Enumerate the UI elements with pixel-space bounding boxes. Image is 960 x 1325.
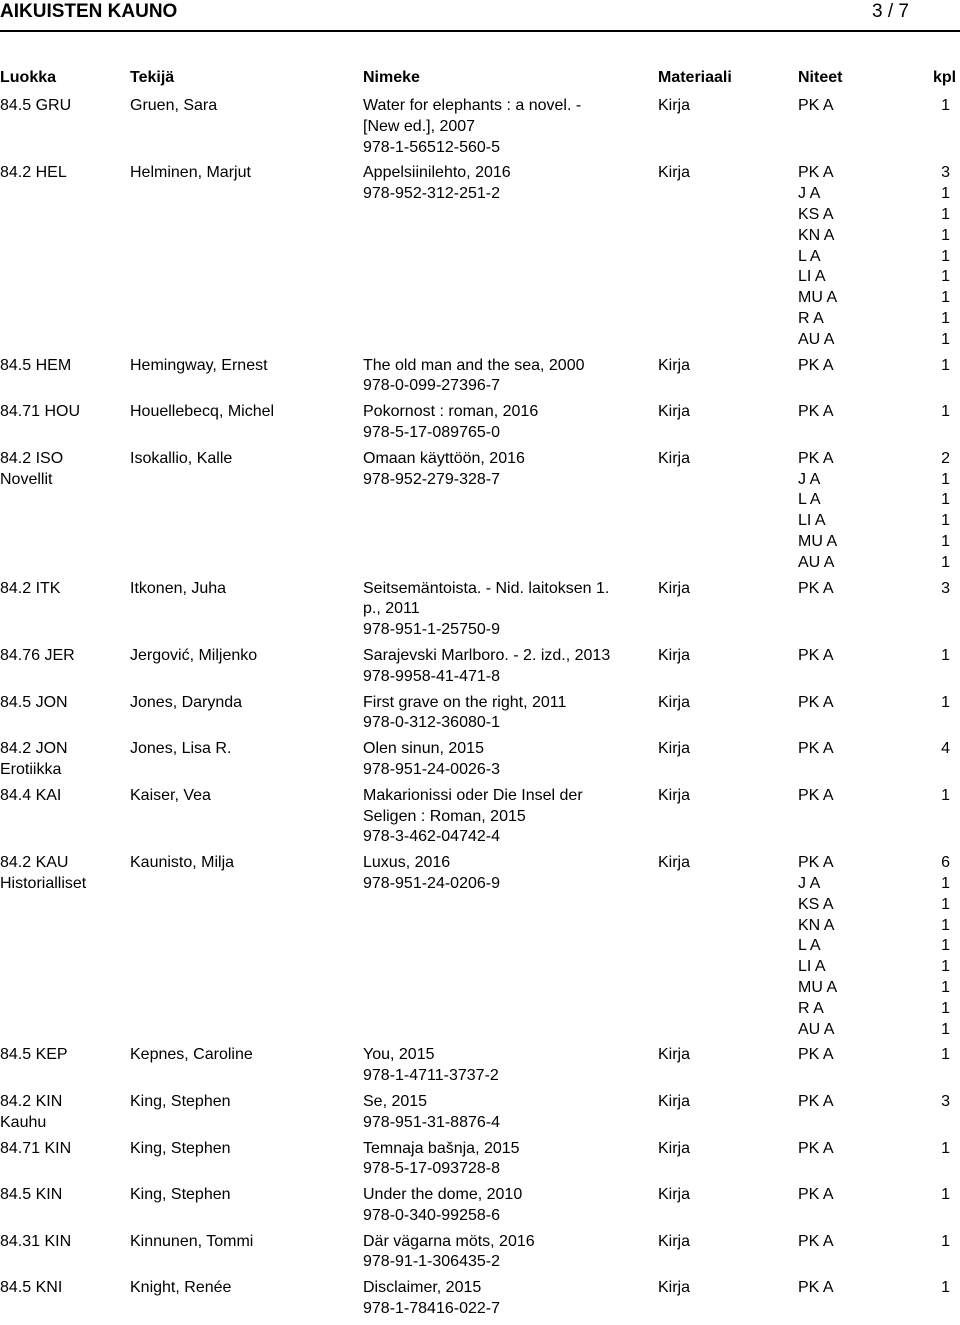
holding-count: 2	[941, 449, 950, 467]
isbn: 978-951-31-8876-4	[363, 1113, 500, 1131]
holding-location: R A	[798, 309, 824, 327]
entry-material: Kirja	[658, 403, 691, 421]
holding-count: 1	[941, 693, 950, 711]
holding-row	[798, 1278, 960, 1299]
holding-row	[798, 739, 960, 760]
holding-location: J A	[798, 874, 821, 892]
holding-count: 1	[941, 309, 950, 327]
holding-count: 1	[941, 958, 950, 976]
entry-class	[0, 356, 125, 377]
class-code: 84.4 KAI	[0, 786, 62, 804]
holding-location: L A	[798, 247, 821, 265]
entry-holdings	[798, 739, 960, 760]
holding-row	[798, 96, 960, 117]
holding-location: PK A	[798, 97, 834, 114]
isbn: 978-91-1-306435-2	[363, 1253, 500, 1271]
holding-location: PK A	[798, 403, 834, 421]
holding-row	[798, 936, 960, 957]
holding-count: 1	[941, 874, 950, 892]
entry-title	[363, 579, 623, 641]
entry-title	[363, 402, 623, 444]
holding-location: AU A	[798, 1020, 835, 1038]
holding-location: PK A	[798, 1279, 834, 1297]
holding-location: PK A	[798, 740, 834, 758]
entry-class	[0, 96, 125, 117]
class-code: 84.76 JER	[0, 646, 75, 664]
entry-material: Kirja	[658, 579, 691, 597]
class-code: 84.5 KEP	[0, 1046, 68, 1064]
entry-author: Jergović, Miljenko	[130, 646, 258, 664]
holding-location: AU A	[798, 553, 835, 571]
title-line: Där vägarna möts, 2016	[363, 1232, 535, 1250]
holding-row	[798, 184, 960, 205]
holding-location: PK A	[798, 1186, 834, 1204]
catalog-entry	[0, 646, 960, 688]
entry-title	[363, 163, 623, 205]
catalog-entry	[0, 356, 960, 398]
entry-material: Kirja	[658, 740, 691, 758]
entry-class	[0, 739, 125, 781]
catalog-entry	[0, 1185, 960, 1227]
entry-title	[363, 1045, 623, 1087]
holding-location: PK A	[798, 854, 834, 872]
class-code: 84.5 JON	[0, 693, 68, 711]
column-headers	[0, 68, 960, 89]
class-code: 84.5 KIN	[0, 1186, 63, 1204]
holding-count: 1	[941, 356, 950, 374]
title-line: Seligen : Roman, 2015	[363, 807, 526, 825]
entry-author: Jones, Lisa R.	[130, 740, 232, 758]
holding-count: 1	[941, 532, 950, 550]
column-header-material: Materiaali	[658, 69, 732, 86]
class-code: 84.5 GRU	[0, 97, 72, 114]
title-line: Seitsemäntoista. - Nid. laitoksen 1.	[363, 579, 610, 597]
holding-row	[798, 579, 960, 600]
entry-title	[363, 449, 623, 491]
holding-count: 1	[941, 403, 950, 421]
entry-material: Kirja	[658, 1046, 691, 1064]
holding-count: 4	[941, 740, 950, 758]
holding-location: PK A	[798, 1232, 834, 1250]
holding-row	[798, 247, 960, 268]
holding-location: PK A	[798, 1092, 834, 1110]
class-code: 84.5 KNI	[0, 1279, 63, 1297]
entry-author: King, Stephen	[130, 1092, 231, 1110]
title-line: You, 2015	[363, 1046, 435, 1064]
holding-row	[798, 1185, 960, 1206]
holding-count: 1	[941, 226, 950, 244]
title-line: The old man and the sea, 2000	[363, 356, 585, 374]
entry-material: Kirja	[658, 449, 691, 467]
title-line: Luxus, 2016	[363, 854, 451, 872]
isbn: 978-1-4711-3737-2	[363, 1067, 499, 1085]
entry-class	[0, 853, 125, 895]
holding-location: PK A	[798, 356, 834, 374]
holding-count: 1	[941, 205, 950, 223]
entry-class	[0, 786, 125, 807]
class-code: 84.2 ITK	[0, 579, 61, 597]
holding-count: 1	[941, 470, 950, 488]
entry-author: Kaiser, Vea	[130, 786, 211, 804]
holding-location: PK A	[798, 693, 834, 711]
title-line: Pokornost : roman, 2016	[363, 403, 539, 421]
title-line: Temnaja bašnja, 2015	[363, 1139, 520, 1157]
title-line: Water for elephants : a novel. -	[363, 97, 582, 114]
holding-row	[798, 916, 960, 937]
catalog-entry	[0, 163, 960, 350]
title-line: p., 2011	[363, 600, 420, 618]
holding-row	[798, 205, 960, 226]
genre-label: Erotiikka	[0, 760, 62, 778]
holding-location: R A	[798, 999, 824, 1017]
entry-holdings	[798, 1092, 960, 1113]
holding-row	[798, 786, 960, 807]
entry-class	[0, 693, 125, 714]
entry-title	[363, 96, 623, 158]
holding-count: 1	[941, 512, 950, 530]
holding-count: 6	[941, 854, 950, 872]
holding-location: PK A	[798, 1046, 834, 1064]
holding-count: 1	[941, 895, 950, 913]
entry-holdings	[798, 356, 960, 377]
holding-row	[798, 693, 960, 714]
holding-row	[798, 1232, 960, 1253]
holding-count: 1	[941, 999, 950, 1017]
holding-count: 1	[941, 553, 950, 571]
column-header-author: Tekijä	[130, 69, 175, 86]
entry-title	[363, 1092, 623, 1134]
genre-label: Historialliset	[0, 874, 87, 892]
holding-row	[798, 1020, 960, 1041]
entry-holdings	[798, 1278, 960, 1299]
entry-holdings	[798, 1232, 960, 1253]
holding-location: PK A	[798, 164, 834, 182]
isbn: 978-9958-41-471-8	[363, 667, 500, 685]
class-code: 84.2 HEL	[0, 164, 67, 182]
entry-title	[363, 739, 623, 781]
catalog-entry	[0, 693, 960, 735]
holding-location: LI A	[798, 512, 826, 530]
entry-material: Kirja	[658, 1092, 691, 1110]
catalog-entry	[0, 1232, 960, 1274]
header-divider	[0, 30, 960, 32]
holding-row	[798, 163, 960, 184]
isbn: 978-952-312-251-2	[363, 185, 500, 203]
holding-row	[798, 356, 960, 377]
entry-class	[0, 1092, 125, 1134]
holding-row	[798, 309, 960, 330]
isbn: 978-0-340-99258-6	[363, 1206, 500, 1224]
isbn: 978-5-17-093728-8	[363, 1160, 500, 1178]
entry-title	[363, 356, 623, 398]
isbn: 978-5-17-089765-0	[363, 423, 500, 441]
catalog-entry	[0, 96, 960, 158]
entry-material: Kirja	[658, 854, 691, 872]
title-line: Olen sinun, 2015	[363, 740, 484, 758]
entry-class	[0, 163, 125, 184]
holding-row	[798, 1045, 960, 1066]
entry-title	[363, 1278, 623, 1320]
entry-author: Itkonen, Juha	[130, 579, 227, 597]
holding-row	[798, 978, 960, 999]
entry-material: Kirja	[658, 786, 691, 804]
isbn: 978-0-312-36080-1	[363, 714, 500, 732]
holding-location: L A	[798, 937, 821, 955]
entry-holdings	[798, 1139, 960, 1160]
holding-location: KS A	[798, 205, 834, 223]
holding-row	[798, 330, 960, 351]
catalog-entry	[0, 739, 960, 781]
entry-title	[363, 646, 623, 688]
holding-location: KN A	[798, 916, 835, 934]
holding-location: J A	[798, 470, 821, 488]
entry-author: Kinnunen, Tommi	[130, 1232, 254, 1250]
isbn: 978-952-279-328-7	[363, 470, 500, 488]
holding-count: 1	[941, 1232, 950, 1250]
holding-location: AU A	[798, 330, 835, 348]
title-line: Se, 2015	[363, 1092, 428, 1110]
holding-location: LI A	[798, 958, 826, 976]
entry-material: Kirja	[658, 646, 691, 664]
entry-author: Kepnes, Caroline	[130, 1046, 253, 1064]
holding-count: 1	[941, 1139, 950, 1157]
entry-author: Helminen, Marjut	[130, 164, 251, 182]
isbn: 978-951-1-25750-9	[363, 621, 500, 639]
holding-location: J A	[798, 185, 821, 203]
class-code: 84.2 ISO	[0, 449, 64, 467]
isbn: 978-3-462-04742-4	[363, 828, 500, 846]
holding-count: 1	[941, 786, 950, 804]
entry-author: Jones, Darynda	[130, 693, 243, 711]
holding-count: 1	[941, 491, 950, 509]
column-header-class: Luokka	[0, 69, 57, 86]
entry-material: Kirja	[658, 693, 691, 711]
holding-count: 1	[941, 1046, 950, 1064]
entry-class	[0, 646, 125, 667]
title-line: Under the dome, 2010	[363, 1186, 523, 1204]
holding-row	[798, 553, 960, 574]
entry-material: Kirja	[658, 1139, 691, 1157]
holding-location: LI A	[798, 268, 826, 286]
genre-label: Novellit	[0, 470, 53, 488]
holding-row	[798, 470, 960, 491]
page-number: 3 / 7	[872, 1, 909, 22]
entry-title	[363, 853, 623, 895]
holding-row	[798, 646, 960, 667]
holding-row	[798, 999, 960, 1020]
entry-holdings	[798, 853, 960, 1040]
title-line: Makarionissi oder Die Insel der	[363, 786, 583, 804]
holding-count: 1	[941, 1279, 950, 1297]
holding-row	[798, 874, 960, 895]
catalog-entry	[0, 402, 960, 444]
isbn: 978-951-24-0026-3	[363, 760, 500, 778]
holding-count: 3	[941, 164, 950, 182]
holding-location: PK A	[798, 449, 834, 467]
catalog-entry	[0, 1278, 960, 1320]
holding-row	[798, 895, 960, 916]
entry-material: Kirja	[658, 164, 691, 182]
holding-count: 3	[941, 1092, 950, 1110]
catalog-entry	[0, 1045, 960, 1087]
entry-material: Kirja	[658, 356, 691, 374]
holding-row	[798, 957, 960, 978]
holding-location: PK A	[798, 579, 834, 597]
isbn: 978-951-24-0206-9	[363, 874, 500, 892]
page-header	[0, 0, 960, 24]
catalog-entry	[0, 1092, 960, 1134]
catalog-entry	[0, 853, 960, 1040]
entry-holdings	[798, 449, 960, 574]
title-line: [New ed.], 2007	[363, 117, 476, 135]
entry-class	[0, 402, 125, 423]
holding-row	[798, 1092, 960, 1113]
class-code: 84.2 KAU	[0, 854, 69, 872]
holding-count: 1	[941, 1186, 950, 1204]
class-code: 84.2 JON	[0, 740, 68, 758]
entry-author: Isokallio, Kalle	[130, 449, 233, 467]
holding-location: MU A	[798, 289, 838, 307]
holding-row	[798, 226, 960, 247]
holding-row	[798, 853, 960, 874]
holding-count: 1	[941, 978, 950, 996]
holding-count: 1	[941, 247, 950, 265]
entry-holdings	[798, 163, 960, 350]
isbn: 978-0-099-27396-7	[363, 377, 500, 395]
entry-title	[363, 1232, 623, 1274]
entry-holdings	[798, 646, 960, 667]
holding-location: KN A	[798, 226, 835, 244]
entry-material: Kirja	[658, 97, 691, 114]
entry-title	[363, 786, 623, 848]
genre-label: Kauhu	[0, 1113, 47, 1131]
entry-material: Kirja	[658, 1279, 691, 1297]
holding-count: 1	[941, 185, 950, 203]
catalog-list	[0, 96, 960, 1325]
entry-author: Houellebecq, Michel	[130, 403, 275, 421]
holding-row	[798, 490, 960, 511]
entry-material: Kirja	[658, 1232, 691, 1250]
holding-row	[798, 532, 960, 553]
column-header-title: Nimeke	[363, 69, 420, 86]
class-code: 84.71 KIN	[0, 1139, 72, 1157]
entry-class	[0, 1139, 125, 1160]
holding-count: 1	[941, 289, 950, 307]
title-line: Sarajevski Marlboro. - 2. izd., 2013	[363, 646, 611, 664]
entry-holdings	[798, 1045, 960, 1066]
entry-class	[0, 1278, 125, 1299]
entry-holdings	[798, 96, 960, 117]
isbn: 978-1-56512-560-5	[363, 138, 500, 156]
holding-location: L A	[798, 491, 821, 509]
entry-class	[0, 1185, 125, 1206]
holding-count: 1	[941, 916, 950, 934]
entry-holdings	[798, 1185, 960, 1206]
title-line: Appelsiinilehto, 2016	[363, 164, 511, 182]
holding-row	[798, 402, 960, 423]
entry-holdings	[798, 402, 960, 423]
holding-location: PK A	[798, 1139, 834, 1157]
class-code: 84.71 HOU	[0, 403, 81, 421]
entry-holdings	[798, 579, 960, 600]
holding-location: MU A	[798, 532, 838, 550]
entry-class	[0, 579, 125, 600]
title-line: First grave on the right, 2011	[363, 693, 567, 711]
holding-row	[798, 1139, 960, 1160]
holding-count: 1	[941, 268, 950, 286]
entry-title	[363, 1139, 623, 1181]
class-code: 84.5 HEM	[0, 356, 72, 374]
holding-count: 1	[941, 97, 950, 114]
catalog-entry	[0, 579, 960, 641]
holding-location: PK A	[798, 786, 834, 804]
catalog-entry	[0, 786, 960, 848]
title-line: Omaan käyttöön, 2016	[363, 449, 525, 467]
entry-author: Knight, Renée	[130, 1279, 232, 1297]
holding-count: 1	[941, 1020, 950, 1038]
report-title: AIKUISTEN KAUNO	[0, 1, 178, 22]
holding-location: KS A	[798, 895, 834, 913]
holding-row	[798, 449, 960, 470]
catalog-entry	[0, 449, 960, 574]
entry-author: King, Stephen	[130, 1139, 231, 1157]
column-header-count: kpl	[933, 69, 957, 86]
class-code: 84.31 KIN	[0, 1232, 72, 1250]
entry-title	[363, 1185, 623, 1227]
catalog-entry	[0, 1139, 960, 1181]
holding-row	[798, 288, 960, 309]
holding-location: MU A	[798, 978, 838, 996]
holding-count: 1	[941, 330, 950, 348]
entry-author: King, Stephen	[130, 1186, 231, 1204]
entry-material: Kirja	[658, 1186, 691, 1204]
entry-author: Gruen, Sara	[130, 97, 218, 114]
entry-class	[0, 449, 125, 491]
holding-location: PK A	[798, 646, 834, 664]
entry-author: Kaunisto, Milja	[130, 854, 235, 872]
entry-class	[0, 1045, 125, 1066]
holding-count: 1	[941, 937, 950, 955]
holding-count: 3	[941, 579, 950, 597]
entry-title	[363, 693, 623, 735]
column-header-notes: Niteet	[798, 69, 843, 86]
entry-holdings	[798, 693, 960, 714]
entry-author: Hemingway, Ernest	[130, 356, 268, 374]
isbn: 978-1-78416-022-7	[363, 1300, 500, 1318]
title-line: Disclaimer, 2015	[363, 1279, 482, 1297]
class-code: 84.2 KIN	[0, 1092, 63, 1110]
holding-row	[798, 267, 960, 288]
entry-class	[0, 1232, 125, 1253]
entry-holdings	[798, 786, 960, 807]
holding-row	[798, 511, 960, 532]
holding-count: 1	[941, 646, 950, 664]
